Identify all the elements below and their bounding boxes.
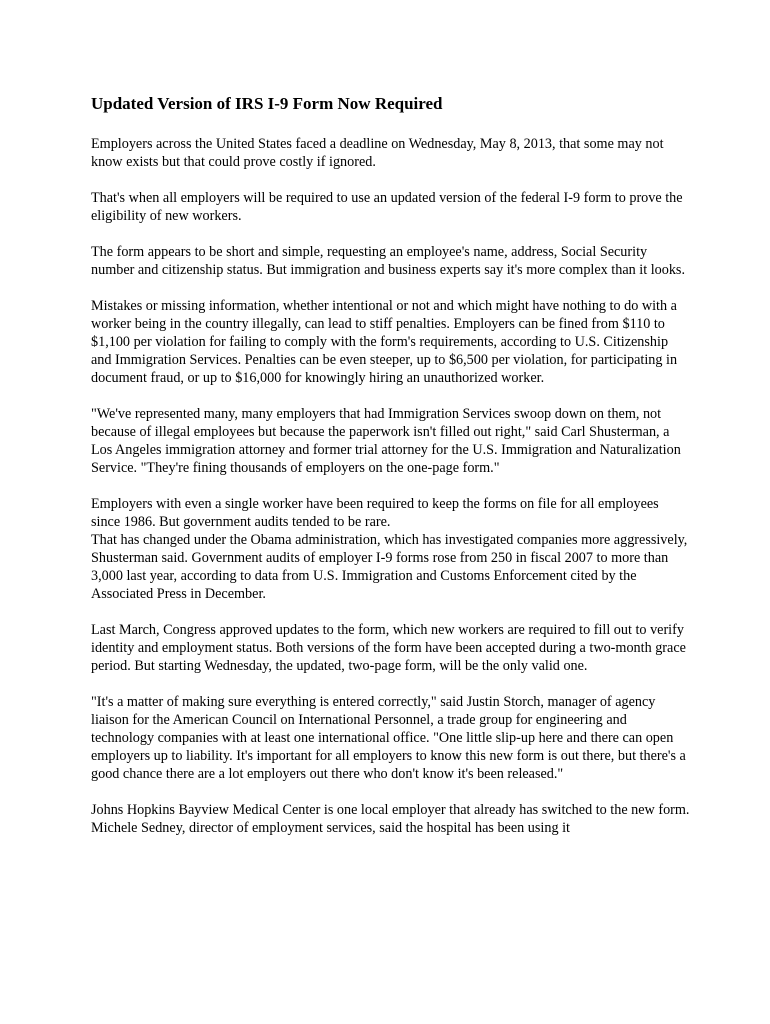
paragraph-audits-rare: Employers with even a single worker have been required to keep the forms on file for all employees since 1986. But government audits tended to be rare. — [91, 496, 659, 530]
paragraph-requirement: That's when all employers will be required to use an updated version of the federal I-9 form to prove the eligibility of new workers. — [91, 190, 683, 224]
article-title: Updated Version of IRS I-9 Form Now Required — [91, 94, 443, 113]
article — [91, 93, 691, 855]
paragraph-johns-hopkins: Johns Hopkins Bayview Medical Center is one local employer that already has switched to the new form. Michele Sedney, director of employment services, said the hospital has been using it — [91, 802, 690, 836]
paragraph-shusterman-quote: "We've represented many, many employers that had Immigration Services swoop down on them, not because of illegal employees but because the paperwork isn't filled out right," said Carl Shusterman, a Los Angeles immigration attorney and former trial attorney for the U.S. Immigration and Naturalization Service. "They're fining thousands of employers on the one-page form." — [91, 406, 681, 476]
paragraph-penalties: Mistakes or missing information, whether intentional or not and which might have nothing to do with a worker being in the country illegally, can lead to stiff penalties. Employers can be fined from $110 to $1,100 per violation for failing to comply with the form's requirements, according to U.S. Citizenship and Immigration Services. Penalties can be even steeper, up to $6,500 per violation, for participating in document fraud, or up to $16,000 for knowingly hiring an unauthorized worker. — [91, 298, 678, 386]
paragraph-form-description: The form appears to be short and simple, requesting an employee's name, address, Social Security number and citizenship status. But immigration and business experts say it's more complex than it looks. — [91, 244, 686, 278]
paragraph-deadline: Employers across the United States faced a deadline on Wednesday, May 8, 2013, that some may not know exists but that could prove costly if ignored. — [91, 136, 664, 170]
paragraph-audits-increase: That has changed under the Obama administration, which has investigated companies more aggressively, Shusterman said. Government audits of employer I-9 forms rose from 250 in fiscal 2007 to more than 3,000 last year, according to data from U.S. Immigration and Customs Enforcement cited by the Associated Press in December. — [91, 532, 688, 602]
paragraph-congress-updates: Last March, Congress approved updates to the form, which new workers are required to fill out to verify identity and employment status. Both versions of the form have been accepted during a two-month grace period. But starting Wednesday, the updated, two-page form, will be the only valid one. — [91, 622, 686, 674]
paragraph-storch-quote: "It's a matter of making sure everything is entered correctly," said Justin Storch, manager of agency liaison for the American Council on International Personnel, a trade group for engineering and technology companies with at least one international office. "One little slip-up here and there can open employers up to liability. It's important for all employers to know this new form is out there, but there's a good chance there are a lot employers out there who don't know it's been released." — [91, 694, 686, 782]
paragraph-audits-history — [91, 495, 691, 603]
